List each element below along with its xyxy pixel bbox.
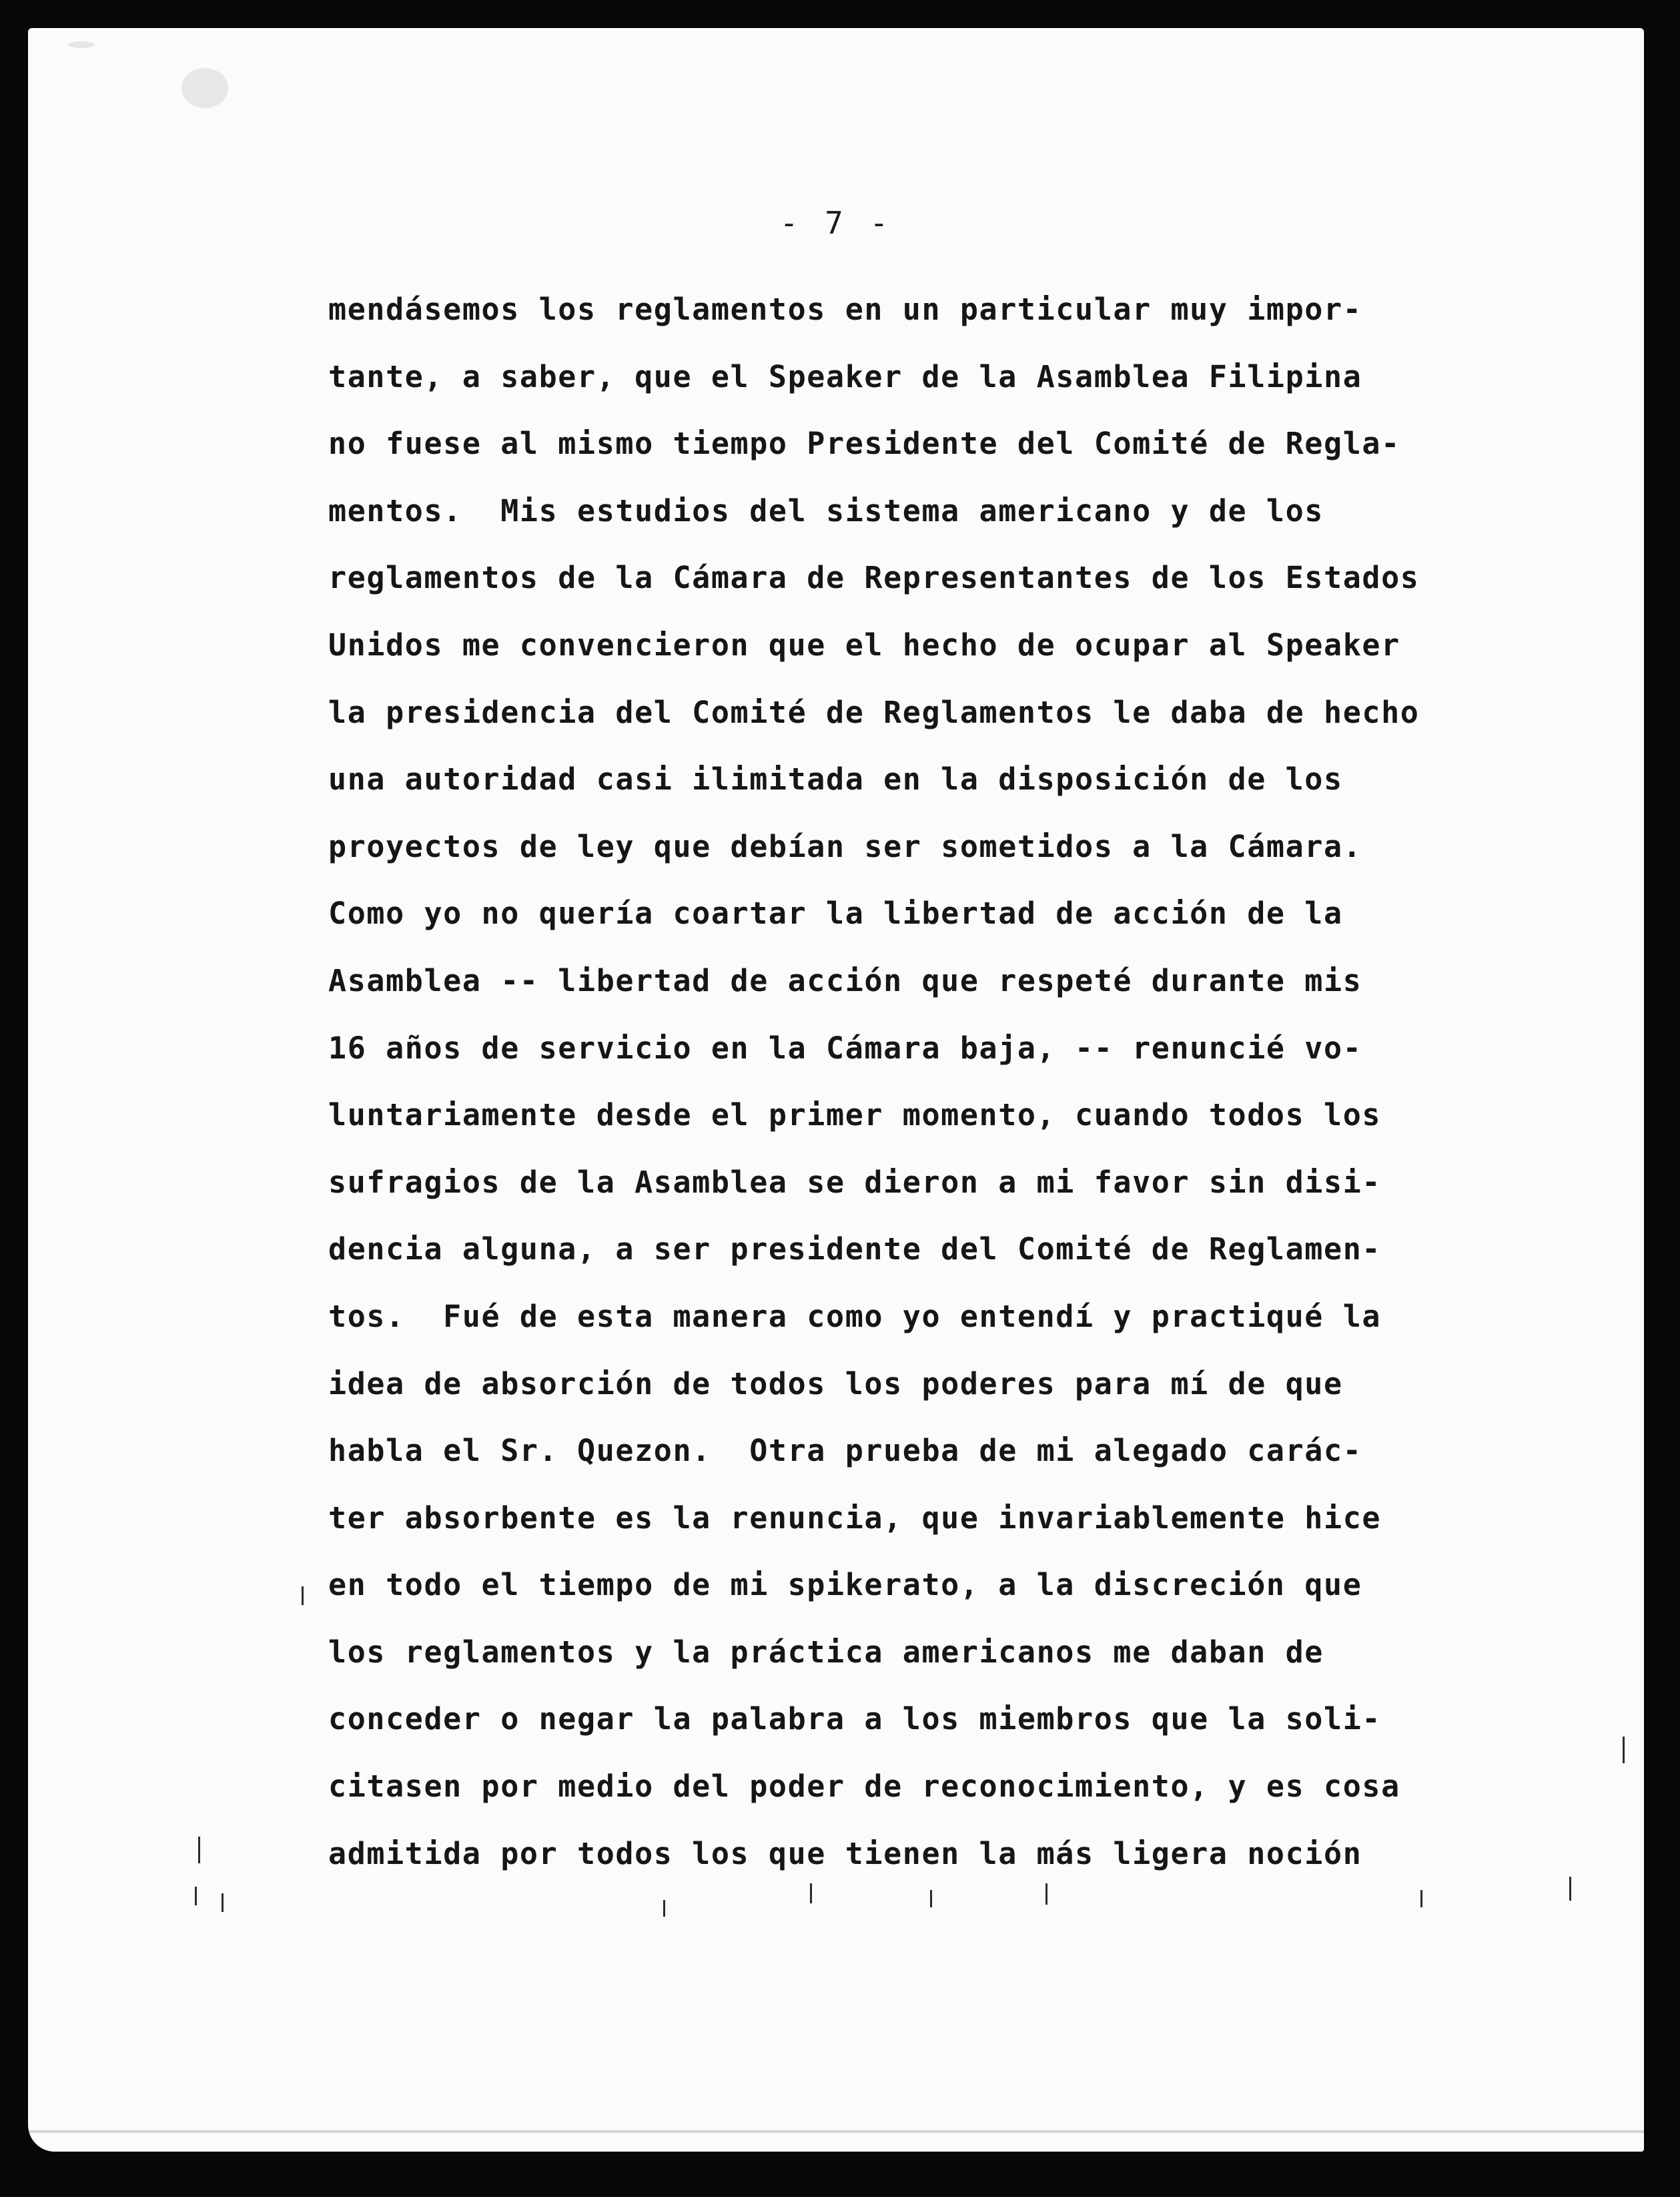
page-number: - 7 - [779, 205, 893, 241]
text-line: idea de absorción de todos los poderes para mí de que [328, 1365, 1343, 1401]
text-line: en todo el tiempo de mi spikerato, a la discreción que [328, 1567, 1362, 1603]
scan-mark [663, 1900, 665, 1917]
text-line: una autoridad casi ilimitada en la disposición de los [328, 761, 1343, 798]
text-line: los reglamentos y la práctica americanos me daban de [328, 1634, 1324, 1670]
text-line: ter absorbente es la renuncia, que invariablemente hice [328, 1500, 1382, 1536]
text-line: Asamblea -- libertad de acción que respeté durante mis [328, 962, 1362, 998]
text-line: admitida por todos los que tienen la más ligera noción [328, 1835, 1362, 1871]
text-line: la presidencia del Comité de Reglamentos le daba de hecho [328, 694, 1420, 730]
scan-mark [1045, 1883, 1047, 1905]
text-line: luntariamente desde el primer momento, cuando todos los [328, 1097, 1382, 1133]
scan-mark [1623, 1737, 1625, 1763]
scan-mark [810, 1883, 812, 1903]
scan-mark [930, 1890, 932, 1907]
text-line: no fuese al mismo tiempo Presidente del Comité de Regla- [328, 426, 1400, 462]
text-line: Unidos me convencieron que el hecho de ocupar al Speaker [328, 627, 1400, 663]
text-line: citasen por medio del poder de reconocimiento, y es cosa [328, 1769, 1400, 1805]
text-line: habla el Sr. Quezon. Otra prueba de mi alegado carác- [328, 1433, 1362, 1469]
text-line: sufragios de la Asamblea se dieron a mi favor sin disi- [328, 1164, 1382, 1200]
text-line: mentos. Mis estudios del sistema americano y de los [328, 493, 1324, 529]
text-line: proyectos de ley que debían ser sometidos a la Cámara. [328, 828, 1362, 864]
scan-edge-shadow [28, 2130, 1644, 2133]
text-line: mendásemos los reglamentos en un particular muy impor- [328, 292, 1362, 327]
text-line: tante, a saber, que el Speaker de la Asamblea Filipina [328, 358, 1362, 394]
document-page [28, 28, 1644, 2152]
text-line: tos. Fué de esta manera como yo entendí y practiqué la [328, 1298, 1382, 1334]
document-body [328, 276, 1596, 1887]
text-line: conceder o negar la palabra a los miembros que la soli- [328, 1701, 1382, 1737]
text-line: 16 años de servicio en la Cámara baja, -- renuncié vo- [328, 1030, 1362, 1066]
scan-speckle [68, 41, 95, 48]
text-line: reglamentos de la Cámara de Representantes de los Estados [328, 560, 1420, 596]
scan-mark [198, 1837, 200, 1863]
scan-mark [302, 1586, 304, 1605]
scan-mark [1569, 1877, 1571, 1901]
text-line: dencia alguna, a ser presidente del Comité de Reglamen- [328, 1231, 1382, 1267]
scan-mark [195, 1887, 197, 1905]
scan-mark [222, 1893, 224, 1912]
scan-speckle [181, 68, 228, 108]
text-line: Como yo no quería coartar la libertad de acción de la [328, 896, 1343, 932]
scan-mark [1420, 1890, 1422, 1907]
